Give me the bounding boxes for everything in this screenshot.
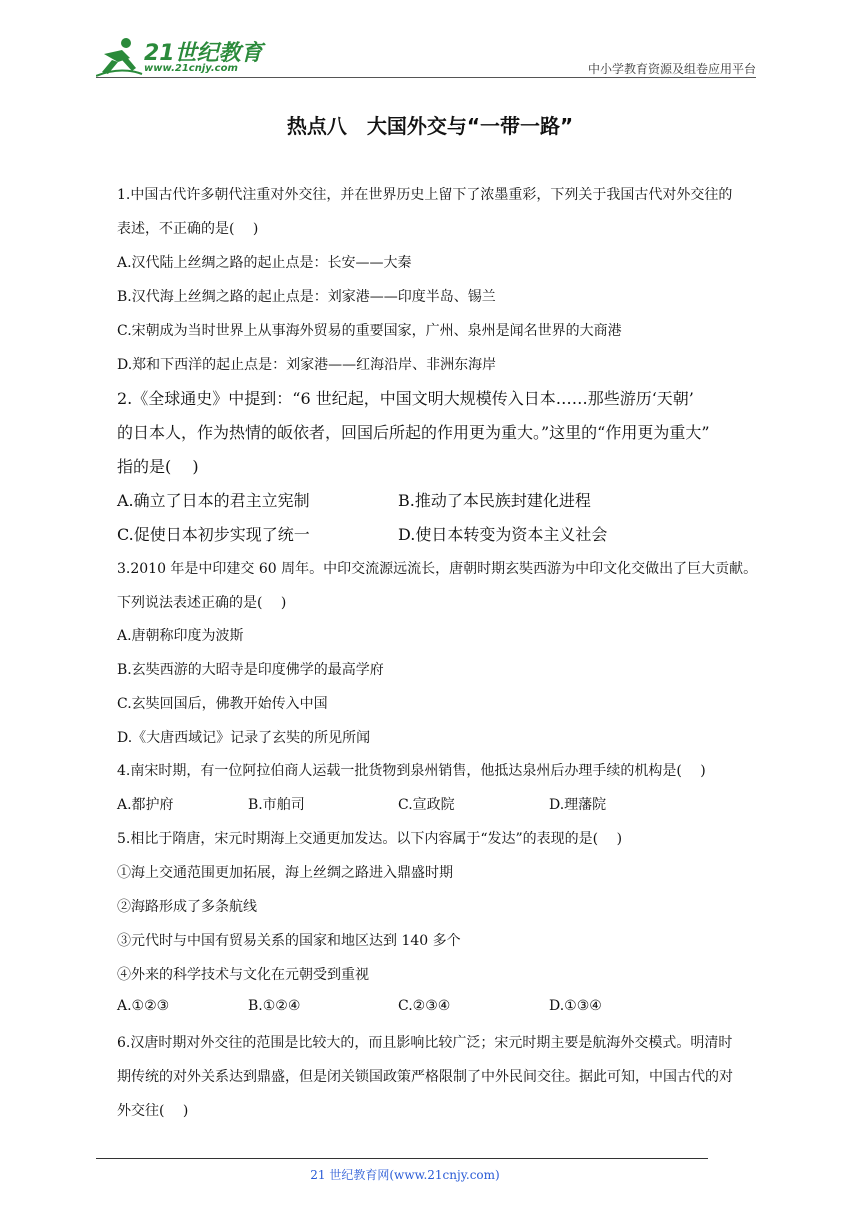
q5-option-c: C.②③④ — [398, 998, 451, 1014]
q2-option-c: C.促使日本初步实现了统一 — [117, 525, 310, 544]
q5-option-d: D.①③④ — [549, 998, 602, 1014]
platform-name: 中小学教育资源及组卷应用平台 — [587, 62, 756, 76]
q2-stem-line2: 的日本人，作为热情的皈依者，回国后所起的作用更为重大。”这里的“作用更为重大” — [117, 423, 710, 442]
q5-item-3: ③元代时与中国有贸易关系的国家和地区达到 140 多个 — [117, 933, 461, 949]
q5-item-4: ④外来的科学技术与文化在元朝受到重视 — [117, 967, 369, 983]
q5-option-b: B.①②④ — [248, 998, 301, 1014]
q6-stem-line3: 外交往( ) — [117, 1103, 189, 1119]
q2-stem-line1: 2.《全球通史》中提到：“6 世纪起，中国文明大规模传入日本……那些游历‘天朝’ — [117, 389, 694, 408]
q2-stem-line3: 指的是( ) — [117, 457, 199, 476]
q2-option-d: D.使日本转变为资本主义社会 — [398, 525, 608, 544]
q2-option-a: A.确立了日本的君主立宪制 — [117, 491, 310, 510]
q4-option-c: C.宣政院 — [398, 797, 455, 813]
q1-option-b: B.汉代海上丝绸之路的起止点是：刘家港——印度半岛、锡兰 — [117, 289, 496, 305]
q4-option-a: A.都护府 — [117, 797, 174, 813]
page-title: 热点八 大国外交与“一带一路” — [286, 114, 574, 138]
q4-stem: 4.南宋时期，有一位阿拉伯商人运载一批货物到泉州销售，他抵达泉州后办理手续的机构是( ) — [117, 763, 706, 779]
q1-stem-line1: 1.中国古代许多朝代注重对外交往，并在世界历史上留下了浓墨重彩，下列关于我国古代对外交往的 — [117, 187, 733, 203]
q4-option-b: B.市舶司 — [248, 797, 305, 813]
q1-option-d: D.郑和下西洋的起止点是：刘家港——红海沿岸、非洲东海岸 — [117, 357, 497, 373]
q3-option-b: B.玄奘西游的大昭寺是印度佛学的最高学府 — [117, 662, 384, 678]
footer-link[interactable]: 21 世纪教育网(www.21cnjy.com) — [310, 1168, 500, 1182]
q1-stem-line2: 表述，不正确的是( ) — [117, 221, 259, 237]
q4-option-d: D.理藩院 — [549, 797, 607, 813]
q5-stem: 5.相比于隋唐，宋元时期海上交通更加发达。以下内容属于“发达”的表现的是( ) — [117, 831, 623, 847]
q5-item-2: ②海路形成了多条航线 — [117, 899, 257, 915]
q2-option-b: B.推动了本民族封建化进程 — [398, 491, 591, 510]
q5-item-1: ①海上交通范围更加拓展，海上丝绸之路进入鼎盛时期 — [117, 865, 453, 881]
runner-icon — [96, 36, 144, 78]
header-divider — [96, 77, 756, 78]
q3-stem-line2: 下列说法表述正确的是( ) — [117, 595, 287, 611]
page-header — [0, 0, 860, 80]
q1-option-c: C.宋朝成为当时世界上从事海外贸易的重要国家，广州、泉州是闻名世界的大商港 — [117, 323, 622, 339]
footer-divider — [96, 1158, 708, 1159]
q3-option-c: C.玄奘回国后，佛教开始传入中国 — [117, 696, 328, 712]
q3-option-a: A.唐朝称印度为波斯 — [117, 628, 244, 644]
q3-option-d: D.《大唐西域记》记录了玄奘的所见所闻 — [117, 730, 371, 746]
logo-url: www.21cnjy.com — [144, 63, 238, 74]
q3-stem-line1: 3.2010 年是中印建交 60 周年。中印交流源远流长，唐朝时期玄奘西游为中印文化交做出了巨大贡献。 — [117, 561, 758, 577]
q6-stem-line1: 6.汉唐时期对外交往的范围是比较大的，而且影响比较广泛；宋元时期主要是航海外交模式。明清时 — [117, 1035, 733, 1051]
site-logo — [96, 36, 266, 78]
q5-option-a: A.①②③ — [117, 998, 170, 1014]
logo-text: 21世纪教育 — [144, 41, 263, 66]
q1-option-a: A.汉代陆上丝绸之路的起止点是：长安——大秦 — [117, 255, 412, 271]
q6-stem-line2: 期传统的对外关系达到鼎盛，但是闭关锁国政策严格限制了中外民间交往。据此可知，中国古代的对 — [117, 1069, 733, 1085]
